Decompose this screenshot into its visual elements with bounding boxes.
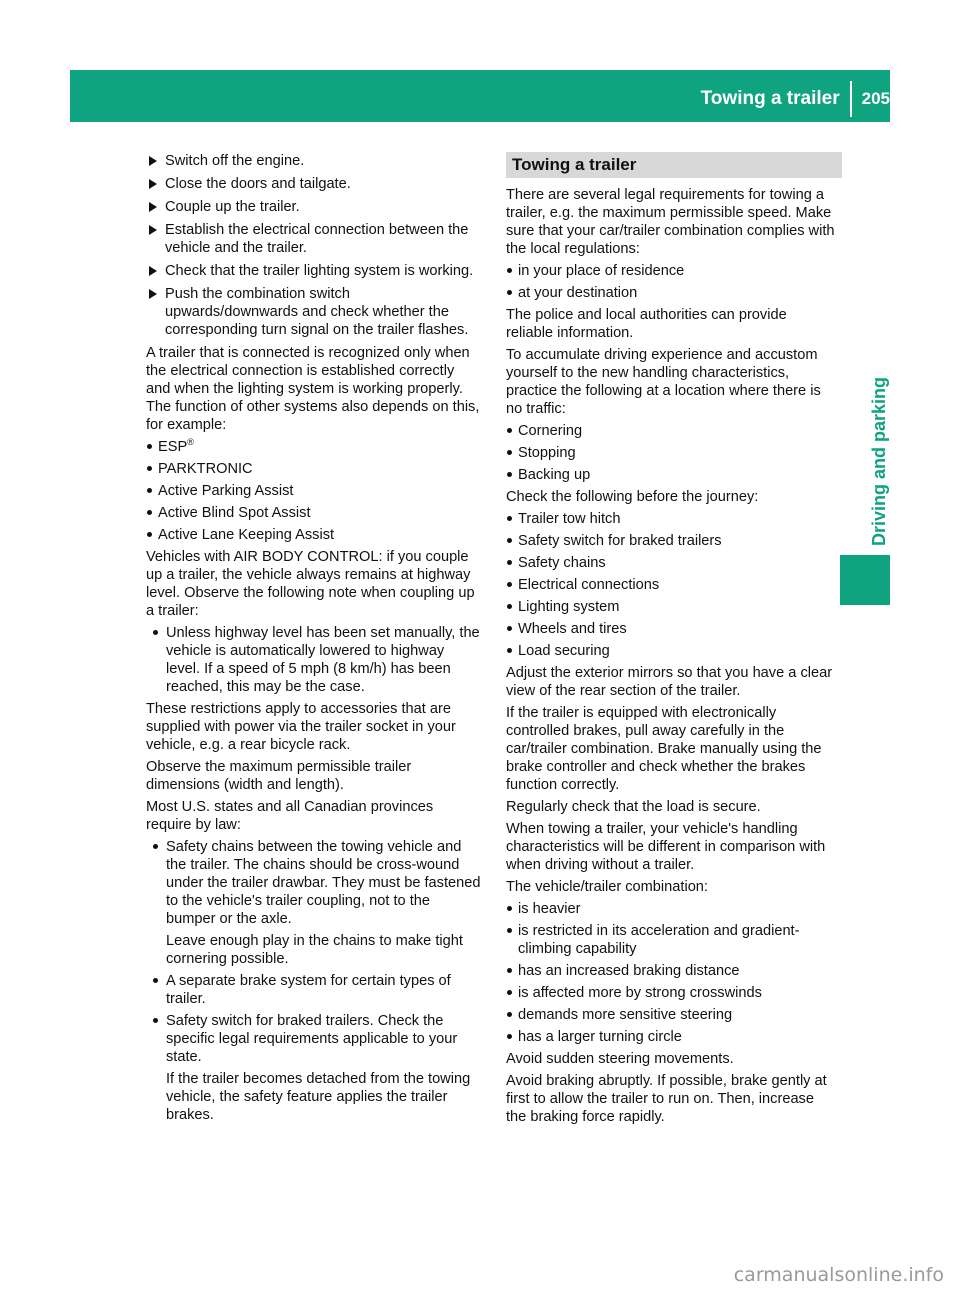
header-title: Towing a trailer <box>700 88 840 109</box>
paragraph: Avoid sudden steering movements. <box>506 1051 734 1067</box>
list-item: Backing up <box>506 466 836 484</box>
chapter-marker <box>840 555 890 605</box>
paragraph: To accumulate driving experience and accustom yourself to the new handling characteristics, practice the following at a location where there is no traffic: <box>506 347 821 417</box>
watermark: carmanualsonline.info <box>733 1264 944 1286</box>
paragraph: Adjust the exterior mirrors so that you have a clear view of the rear section of the trailer. <box>506 665 833 699</box>
right-column <box>506 152 836 1130</box>
list-item: has a larger turning circle <box>506 1028 836 1046</box>
law-list <box>146 838 481 928</box>
list-item: Trailer tow hitch <box>506 510 836 528</box>
registered-mark: ® <box>187 437 194 448</box>
list-item: A separate brake system for certain types of trailer. <box>146 972 481 1008</box>
list-item: Active Lane Keeping Assist <box>146 526 481 544</box>
list-item: Active Parking Assist <box>146 482 481 500</box>
list-item: is restricted in its acceleration and gradient-climbing capability <box>506 922 836 958</box>
list-item: demands more sensitive steering <box>506 1006 836 1024</box>
list-item: Safety chains <box>506 554 836 572</box>
paragraph: Vehicles with AIR BODY CONTROL: if you couple up a trailer, the vehicle always remains at highway level. Observe the following note when coupling up a trailer: <box>146 549 475 619</box>
list-item: Safety chains between the towing vehicle and the trailer. The chains should be cross-wound under the trailer drawbar. They must be fastened to the vehicle's trailer coupling, not to the bumper or the axle. <box>146 838 481 928</box>
paragraph: The police and local authorities can provide reliable information. <box>506 307 787 341</box>
list-item-text: ESP <box>158 439 188 455</box>
list-item: Active Blind Spot Assist <box>146 504 481 522</box>
list-item: at your destination <box>506 284 836 302</box>
page-number: 205 <box>861 89 890 108</box>
step: Switch off the engine. <box>146 152 481 170</box>
list-item: Electrical connections <box>506 576 836 594</box>
chapter-tab <box>840 246 890 546</box>
list-item: has an increased braking distance <box>506 962 836 980</box>
paragraph: Regularly check that the load is secure. <box>506 799 761 815</box>
list-item: PARKTRONIC <box>146 460 481 478</box>
list-item: Lighting system <box>506 598 836 616</box>
header <box>701 84 890 114</box>
paragraph: Avoid braking abruptly. If possible, brake gently at first to allow the trailer to run on. Then, increase the braking force rapidly. <box>506 1073 827 1125</box>
paragraph: If the trailer becomes detached from the towing vehicle, the safety feature applies the trailer brakes. <box>166 1071 471 1123</box>
step: Close the doors and tailgate. <box>146 175 481 193</box>
list-item: is heavier <box>506 900 836 918</box>
list-item: Safety switch for braked trailers. Check the specific legal requirements applicable to your state. <box>146 1012 481 1066</box>
list-item: Cornering <box>506 422 836 440</box>
list-item <box>146 438 481 456</box>
paragraph: Leave enough play in the chains to make tight cornering possible. <box>166 933 463 967</box>
paragraph: These restrictions apply to accessories that are supplied with power via the trailer socket in your vehicle, e.g. a rear bicycle rack. <box>146 701 456 753</box>
paragraph: If the trailer is equipped with electronically controlled brakes, pull away carefully in the car/trailer combination. Brake manually using the brake controller and check whether the brakes function correctly. <box>506 705 822 793</box>
list-item: Load securing <box>506 642 836 660</box>
chapter-tab-label: Driving and parking <box>869 376 889 546</box>
paragraph: Observe the maximum permissible trailer dimensions (width and length). <box>146 759 412 793</box>
practice-list <box>506 422 836 484</box>
paragraph: When towing a trailer, your vehicle's handling characteristics will be different in comparison with when driving without a trailer. <box>506 821 826 873</box>
systems-list <box>146 438 481 544</box>
combination-list <box>506 900 836 1046</box>
step: Couple up the trailer. <box>146 198 481 216</box>
step: Check that the trailer lighting system is working. <box>146 262 481 280</box>
paragraph: A trailer that is connected is recognized only when the electrical connection is established correctly and when the lighting system is working properly. The function of other systems also depends on this, for example: <box>146 345 480 433</box>
note-list <box>146 624 481 696</box>
checks-list <box>506 510 836 660</box>
list-item: in your place of residence <box>506 262 836 280</box>
list-item: Unless highway level has been set manually, the vehicle is automatically lowered to highway level. If a speed of 5 mph (8 km/h) has been reached, this may be the case. <box>146 624 481 696</box>
list-item: is affected more by strong crosswinds <box>506 984 836 1002</box>
paragraph: There are several legal requirements for towing a trailer, e.g. the maximum permissible speed. Make sure that your car/trailer combination complies with the local regulations: <box>506 187 835 257</box>
paragraph: Most U.S. states and all Canadian provinces require by law: <box>146 799 434 833</box>
places-list <box>506 262 836 302</box>
list-item: Wheels and tires <box>506 620 836 638</box>
step: Establish the electrical connection between the vehicle and the trailer. <box>146 221 481 257</box>
section-heading: Towing a trailer <box>506 152 842 178</box>
paragraph: Check the following before the journey: <box>506 489 759 505</box>
paragraph: The vehicle/trailer combination: <box>506 879 708 895</box>
header-divider <box>850 81 852 117</box>
law-list <box>146 972 481 1066</box>
list-item: Safety switch for braked trailers <box>506 532 836 550</box>
step: Push the combination switch upwards/downwards and check whether the corresponding turn signal on the trailer flashes. <box>146 285 481 339</box>
list-item: Stopping <box>506 444 836 462</box>
left-column <box>146 152 481 1128</box>
